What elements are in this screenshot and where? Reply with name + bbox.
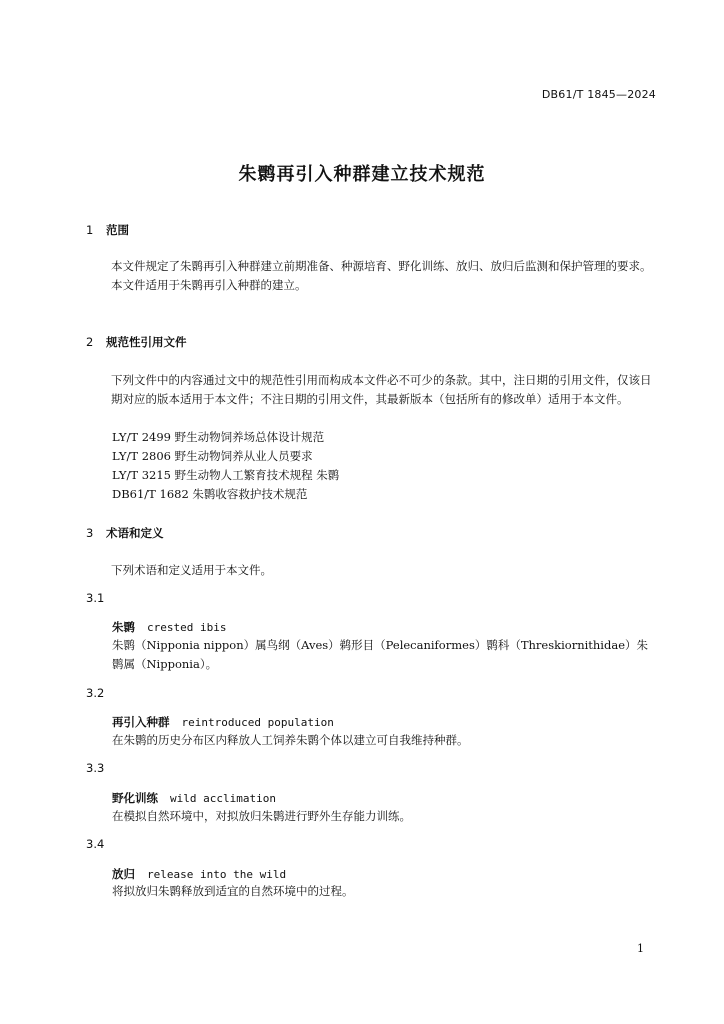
term-number: 3.1: [86, 591, 105, 605]
term-chinese: 放归: [112, 867, 135, 881]
term-chinese: 再引入种群: [112, 715, 170, 729]
section-number: 1: [86, 223, 94, 237]
term-definition: [86, 882, 658, 901]
section-paragraph: [86, 561, 658, 580]
section-heading-scope: [86, 222, 129, 238]
term-english: crested ibis: [147, 621, 227, 634]
definition-text: 朱鹮（Nipponia nippon）属鸟纲（Aves）鹈形目（Pelecaniformes）鹮科（Threskiornithidae）朱鹮属（Nipponia）。: [112, 638, 649, 671]
section-title: 范围: [106, 223, 129, 237]
term-entry: [112, 866, 286, 882]
definition-text: 在朱鹮的历史分布区内释放人工饲养朱鹮个体以建立可自我维持种群。: [112, 733, 469, 747]
term-definition: [86, 636, 658, 674]
section-number: 3: [86, 526, 94, 540]
paragraph-text: 本文件规定了朱鹮再引入种群建立前期准备、种源培育、野化训练、放归、放归后监测和保护管理的要求。: [111, 259, 652, 273]
term-chinese: 野化训练: [112, 791, 158, 805]
term-english: wild acclimation: [170, 792, 276, 805]
section-paragraph: [86, 257, 658, 295]
term-chinese: 朱鹮: [112, 620, 135, 634]
definition-text: 在模拟自然环境中，对拟放归朱鹮进行野外生存能力训练。: [112, 809, 411, 823]
reference-item: LY/T 2499 野生动物饲养场总体设计规范: [112, 430, 325, 444]
term-entry: [112, 714, 334, 730]
paragraph-text: 本文件适用于朱鹮再引入种群的建立。: [111, 278, 307, 292]
standard-code: DB61/T 1845—2024: [541, 88, 656, 101]
term-number: 3.3: [86, 761, 105, 775]
section-paragraph: [86, 371, 658, 409]
term-english: reintroduced population: [181, 716, 334, 729]
document-title: 朱鹮再引入种群建立技术规范: [238, 164, 486, 185]
definition-text: 将拟放归朱鹮释放到适宜的自然环境中的过程。: [112, 884, 354, 898]
term-entry: [112, 619, 226, 635]
reference-item: DB61/T 1682 朱鹮收容救护技术规范: [112, 487, 308, 501]
section-heading-terms: [86, 525, 164, 541]
reference-item: LY/T 2806 野生动物饲养从业人员要求: [112, 449, 313, 463]
term-definition: [86, 731, 658, 750]
reference-item: LY/T 3215 野生动物人工繁育技术规程 朱鹮: [112, 468, 340, 482]
term-number: 3.2: [86, 686, 105, 700]
section-heading-normative-references: [86, 334, 187, 350]
paragraph-text: 下列术语和定义适用于本文件。: [111, 563, 272, 577]
term-number: 3.4: [86, 837, 105, 851]
term-entry: [112, 790, 276, 806]
reference-list: [112, 428, 339, 504]
section-title: 规范性引用文件: [106, 335, 187, 349]
term-definition: [86, 807, 658, 826]
section-title: 术语和定义: [106, 526, 164, 540]
section-number: 2: [86, 335, 94, 349]
paragraph-text: 下列文件中的内容通过文中的规范性引用而构成本文件必不可少的条款。其中，注日期的引用文件，仅该日期对应的版本适用于本文件；不注日期的引用文件，其最新版本（包括所有的修改单）适用于本文件。: [111, 373, 652, 406]
term-english: release into the wild: [147, 868, 287, 881]
page-number: 1: [637, 942, 644, 955]
